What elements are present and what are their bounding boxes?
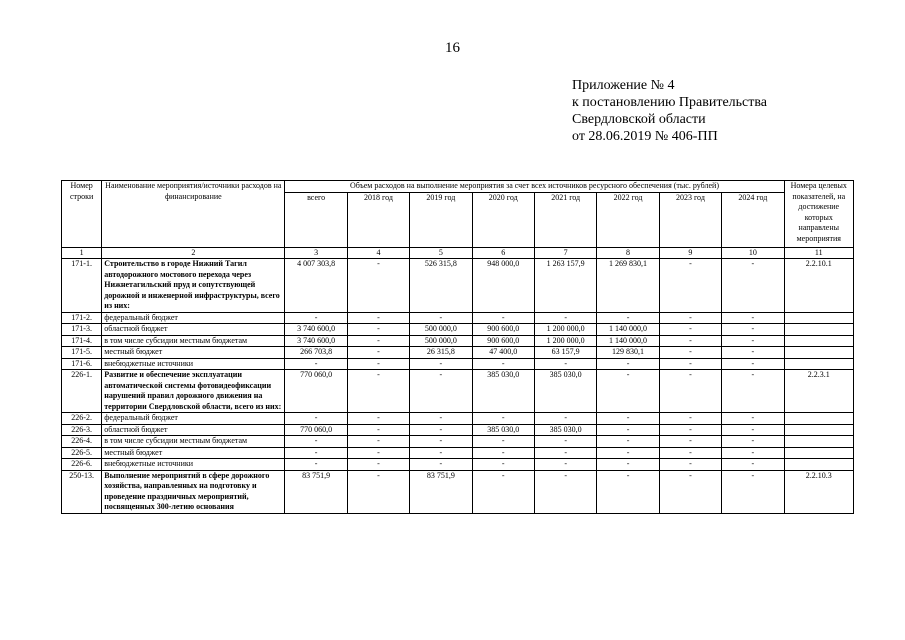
- row-indicator: [784, 447, 853, 459]
- row-value: -: [347, 347, 409, 359]
- row-value: 385 030,0: [534, 424, 596, 436]
- row-value: -: [534, 358, 596, 370]
- row-value: -: [285, 447, 347, 459]
- row-value: -: [659, 312, 721, 324]
- appendix-header: [572, 77, 767, 145]
- row-number: 226-2.: [62, 413, 102, 425]
- row-indicator: 2.2.10.1: [784, 259, 853, 313]
- row-value: -: [534, 459, 596, 471]
- row-value: 47 400,0: [472, 347, 534, 359]
- row-name: Выполнение мероприятий в сфере дорожного хозяйства, направленных на подготовку и проведение праздничных мероприятий, посвященных 300-летию основания: [102, 470, 285, 513]
- row-number: 171-3.: [62, 324, 102, 336]
- table-row: [62, 312, 854, 324]
- row-value: -: [285, 459, 347, 471]
- row-value: -: [285, 413, 347, 425]
- row-value: 900 600,0: [472, 324, 534, 336]
- row-value: -: [722, 413, 784, 425]
- row-indicator: [784, 335, 853, 347]
- table-row: [62, 358, 854, 370]
- row-value: 500 000,0: [410, 335, 472, 347]
- row-number: 171-4.: [62, 335, 102, 347]
- row-indicator: [784, 312, 853, 324]
- row-value: -: [659, 413, 721, 425]
- appendix-line: Свердловской области: [572, 112, 706, 127]
- row-value: 1 269 830,1: [597, 259, 659, 313]
- row-indicator: 2.2.10.3: [784, 470, 853, 513]
- row-indicator: [784, 347, 853, 359]
- row-value: -: [597, 413, 659, 425]
- row-value: -: [597, 370, 659, 413]
- row-value: -: [534, 312, 596, 324]
- appendix-line: Приложение № 4: [572, 78, 675, 93]
- row-value: -: [659, 358, 721, 370]
- column-number: 7: [534, 248, 596, 259]
- table-row: [62, 436, 854, 448]
- row-indicator: [784, 436, 853, 448]
- row-value: -: [597, 436, 659, 448]
- row-value: 1 200 000,0: [534, 324, 596, 336]
- row-value: 526 315,8: [410, 259, 472, 313]
- column-number: 1: [62, 248, 102, 259]
- row-number: 171-1.: [62, 259, 102, 313]
- row-name: местный бюджет: [102, 347, 285, 359]
- row-value: -: [472, 358, 534, 370]
- row-number: 226-4.: [62, 436, 102, 448]
- header-volume: Объем расходов на выполнение мероприятия за счет всех источников ресурсного обеспечения (тыс. рублей): [285, 181, 784, 193]
- row-value: -: [472, 413, 534, 425]
- row-name: в том числе субсидии местным бюджетам: [102, 335, 285, 347]
- row-number: 226-1.: [62, 370, 102, 413]
- header-year: 2020 год: [472, 193, 534, 248]
- row-value: -: [285, 358, 347, 370]
- row-indicator: 2.2.3.1: [784, 370, 853, 413]
- row-value: -: [347, 358, 409, 370]
- row-value: -: [410, 459, 472, 471]
- column-number: 11: [784, 248, 853, 259]
- header-year: 2024 год: [722, 193, 784, 248]
- row-value: -: [722, 335, 784, 347]
- row-value: 63 157,9: [534, 347, 596, 359]
- row-name: в том числе субсидии местным бюджетам: [102, 436, 285, 448]
- column-number: 3: [285, 248, 347, 259]
- header-year: всего: [285, 193, 347, 248]
- row-value: -: [659, 335, 721, 347]
- row-value: -: [659, 324, 721, 336]
- row-name: областной бюджет: [102, 424, 285, 436]
- row-value: -: [410, 436, 472, 448]
- row-value: -: [347, 370, 409, 413]
- column-number: 8: [597, 248, 659, 259]
- row-indicator: [784, 424, 853, 436]
- row-value: -: [722, 459, 784, 471]
- row-indicator: [784, 324, 853, 336]
- row-indicator: [784, 358, 853, 370]
- row-value: -: [347, 470, 409, 513]
- row-value: -: [534, 436, 596, 448]
- table-row: [62, 459, 854, 471]
- header-year: 2021 год: [534, 193, 596, 248]
- header-year: 2018 год: [347, 193, 409, 248]
- row-value: -: [659, 347, 721, 359]
- row-value: 1 140 000,0: [597, 324, 659, 336]
- row-value: -: [722, 370, 784, 413]
- header-name: Наименование мероприятия/источники расходов на финансирование: [102, 181, 285, 248]
- row-value: 83 751,9: [410, 470, 472, 513]
- row-number: 250-13.: [62, 470, 102, 513]
- row-value: -: [722, 424, 784, 436]
- row-value: -: [410, 413, 472, 425]
- row-value: -: [410, 358, 472, 370]
- row-name: внебюджетные источники: [102, 358, 285, 370]
- row-value: 26 315,8: [410, 347, 472, 359]
- column-number: 5: [410, 248, 472, 259]
- column-number: 10: [722, 248, 784, 259]
- row-value: -: [472, 470, 534, 513]
- row-value: -: [659, 436, 721, 448]
- row-value: 900 600,0: [472, 335, 534, 347]
- row-value: 1 140 000,0: [597, 335, 659, 347]
- row-value: -: [472, 447, 534, 459]
- row-value: -: [597, 447, 659, 459]
- appendix-line: к постановлению Правительства: [572, 95, 768, 110]
- row-value: -: [722, 259, 784, 313]
- row-value: 129 830,1: [597, 347, 659, 359]
- header-year: 2022 год: [597, 193, 659, 248]
- table-row: [62, 370, 854, 413]
- header-row-number: Номер строки: [62, 181, 102, 248]
- row-value: -: [722, 312, 784, 324]
- row-value: 385 030,0: [472, 370, 534, 413]
- column-number: 2: [102, 248, 285, 259]
- row-value: -: [722, 470, 784, 513]
- appendix-line: от 28.06.2019 № 406-ПП: [572, 129, 718, 144]
- row-value: -: [597, 424, 659, 436]
- row-value: -: [659, 259, 721, 313]
- row-value: -: [347, 459, 409, 471]
- row-value: 3 740 600,0: [285, 324, 347, 336]
- row-value: -: [659, 470, 721, 513]
- row-value: -: [659, 447, 721, 459]
- row-value: -: [722, 436, 784, 448]
- row-value: -: [722, 447, 784, 459]
- row-number: 226-3.: [62, 424, 102, 436]
- row-value: -: [534, 413, 596, 425]
- row-value: 948 000,0: [472, 259, 534, 313]
- row-value: -: [347, 413, 409, 425]
- row-number: 226-6.: [62, 459, 102, 471]
- row-value: -: [347, 424, 409, 436]
- row-name: областной бюджет: [102, 324, 285, 336]
- row-name: Развитие и обеспечение эксплуатации автоматической системы фотовидеофиксации нарушений правил дорожного движения на территории Свердловской области, всего из них:: [102, 370, 285, 413]
- row-value: -: [285, 312, 347, 324]
- row-value: -: [285, 436, 347, 448]
- row-value: -: [597, 358, 659, 370]
- row-name: внебюджетные источники: [102, 459, 285, 471]
- row-value: -: [472, 459, 534, 471]
- row-value: 770 060,0: [285, 370, 347, 413]
- row-value: -: [597, 459, 659, 471]
- row-value: -: [659, 370, 721, 413]
- row-value: 1 263 157,9: [534, 259, 596, 313]
- row-value: -: [472, 436, 534, 448]
- row-name: федеральный бюджет: [102, 312, 285, 324]
- row-value: -: [347, 259, 409, 313]
- row-value: -: [659, 459, 721, 471]
- row-value: -: [410, 447, 472, 459]
- row-value: -: [534, 447, 596, 459]
- column-number: 4: [347, 248, 409, 259]
- page-number: 16: [445, 40, 460, 56]
- row-value: -: [347, 324, 409, 336]
- row-value: 3 740 600,0: [285, 335, 347, 347]
- row-indicator: [784, 413, 853, 425]
- row-value: -: [410, 312, 472, 324]
- row-value: -: [534, 470, 596, 513]
- row-name: местный бюджет: [102, 447, 285, 459]
- row-name: федеральный бюджет: [102, 413, 285, 425]
- row-value: -: [410, 424, 472, 436]
- row-value: -: [597, 312, 659, 324]
- row-value: 385 030,0: [534, 370, 596, 413]
- column-number: 9: [659, 248, 721, 259]
- row-value: -: [472, 312, 534, 324]
- table-row: [62, 347, 854, 359]
- row-value: -: [722, 358, 784, 370]
- table-row: [62, 424, 854, 436]
- table-row: [62, 470, 854, 513]
- row-value: -: [410, 370, 472, 413]
- table-row: [62, 259, 854, 313]
- row-value: -: [347, 436, 409, 448]
- column-number: 6: [472, 248, 534, 259]
- table-row: [62, 335, 854, 347]
- header-year: 2019 год: [410, 193, 472, 248]
- row-value: -: [722, 324, 784, 336]
- header-year: 2023 год: [659, 193, 721, 248]
- row-value: 385 030,0: [472, 424, 534, 436]
- row-value: 83 751,9: [285, 470, 347, 513]
- row-value: -: [347, 312, 409, 324]
- row-value: -: [597, 470, 659, 513]
- header-indicators: Номера целевых показателей, на достижение которых направлены мероприятия: [784, 181, 853, 248]
- row-value: 770 060,0: [285, 424, 347, 436]
- row-value: 266 703,8: [285, 347, 347, 359]
- row-name: Строительство в городе Нижний Тагил автодорожного мостового перехода через Нижнетагильский пруд и сопутствующей дорожной и инженерной инфраструктуры, всего из них:: [102, 259, 285, 313]
- row-value: -: [347, 447, 409, 459]
- row-value: -: [722, 347, 784, 359]
- row-number: 226-5.: [62, 447, 102, 459]
- row-value: 1 200 000,0: [534, 335, 596, 347]
- row-value: 500 000,0: [410, 324, 472, 336]
- row-value: -: [659, 424, 721, 436]
- row-number: 171-5.: [62, 347, 102, 359]
- row-number: 171-6.: [62, 358, 102, 370]
- table-row: [62, 324, 854, 336]
- row-number: 171-2.: [62, 312, 102, 324]
- table-row: [62, 413, 854, 425]
- row-value: 4 007 303,8: [285, 259, 347, 313]
- table-row: [62, 447, 854, 459]
- expenses-table: [61, 180, 854, 514]
- row-value: -: [347, 335, 409, 347]
- row-indicator: [784, 459, 853, 471]
